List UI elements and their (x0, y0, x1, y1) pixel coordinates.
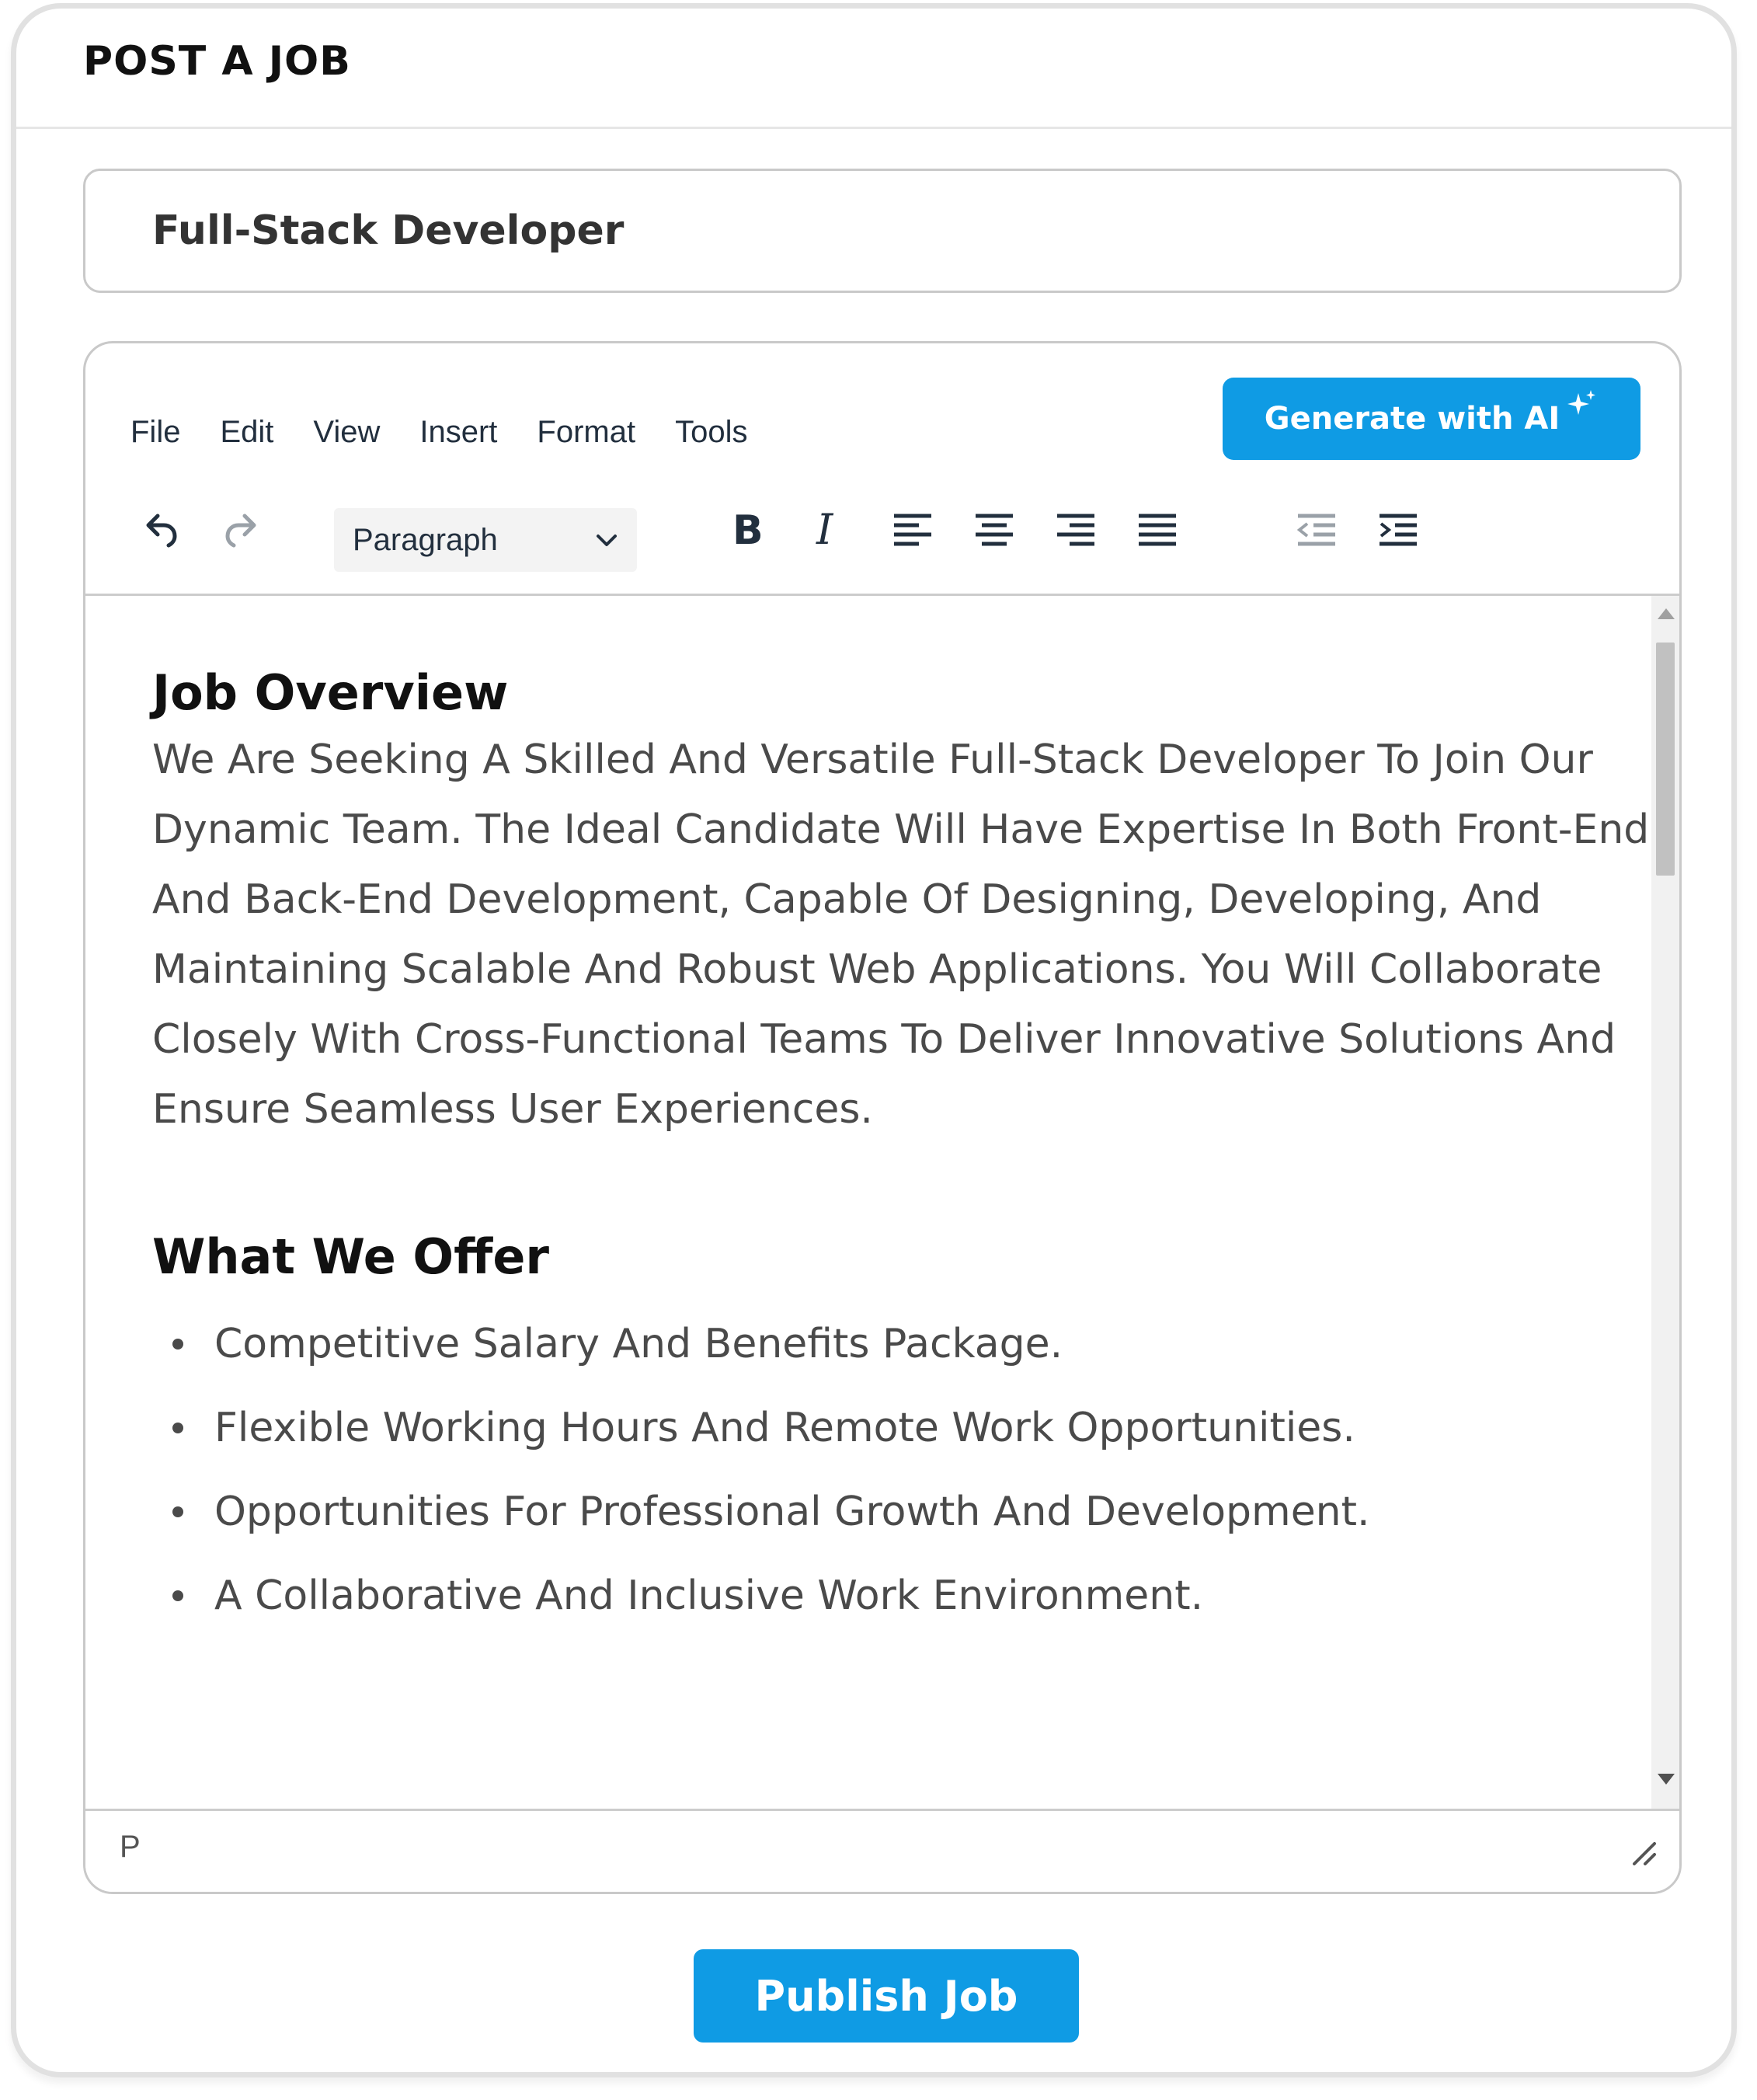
menu-edit[interactable]: Edit (220, 415, 274, 449)
outdent-icon[interactable] (1282, 491, 1352, 569)
scroll-thumb[interactable] (1656, 643, 1675, 876)
italic-icon[interactable] (794, 491, 856, 569)
offers-list (152, 1320, 1370, 1656)
menu-file[interactable]: File (130, 415, 181, 449)
indent-icon[interactable] (1363, 491, 1433, 569)
align-left-icon[interactable] (878, 491, 948, 569)
offer-text: Competitive Salary And Benefits Package. (214, 1321, 1063, 1367)
list-item (152, 1320, 1370, 1404)
svg-text:B: B (732, 507, 764, 553)
list-item (152, 1488, 1370, 1572)
heading-what-we-offer: What We Offer (152, 1228, 549, 1285)
page-title: POST A JOB (83, 38, 351, 85)
generate-with-ai-button[interactable] (1223, 378, 1640, 460)
editor-toolbar-formatting (85, 491, 1679, 569)
editor-menubar (130, 409, 788, 455)
menu-insert[interactable]: Insert (419, 415, 498, 449)
scroll-down-icon[interactable] (1658, 1774, 1675, 1785)
offer-text: Flexible Working Hours And Remote Work Opportunities. (214, 1405, 1355, 1451)
sparkle-icon (1564, 388, 1599, 430)
job-title-input[interactable] (83, 169, 1682, 293)
element-path[interactable]: P (120, 1830, 141, 1864)
editor-statusbar (85, 1809, 1679, 1892)
rich-text-editor (83, 341, 1682, 1894)
menu-view[interactable]: View (313, 415, 381, 449)
job-overview-paragraph: We Are Seeking A Skilled And Versatile Full-Stack Developer To Join Our Dynamic Team. The Ideal Candidate Will Have Expertise In Both Front-End And Back-End Development, Capable Of Designing, Developing, And Maintaining Scalable And Robust Web Applications. You Will Collaborate Closely With Cross-Functional Teams To Deliver Innovative Solutions And Ensure Seamless User Experiences. (152, 737, 1650, 1133)
heading-job-overview: Job Overview (152, 664, 509, 721)
align-right-icon[interactable] (1041, 491, 1111, 569)
resize-handle-icon[interactable] (1630, 1839, 1658, 1870)
align-center-icon[interactable] (959, 491, 1029, 569)
bullet-icon (172, 1590, 183, 1601)
editor-content[interactable] (85, 596, 1654, 1816)
list-item (152, 1572, 1370, 1656)
menu-tools[interactable]: Tools (675, 415, 748, 449)
menu-format[interactable]: Format (537, 415, 636, 449)
offer-text: Opportunities For Professional Growth And Development. (214, 1489, 1370, 1535)
generate-with-ai-label: Generate with AI (1264, 401, 1560, 437)
align-justify-icon[interactable] (1122, 491, 1192, 569)
offer-text: A Collaborative And Inclusive Work Environment. (214, 1572, 1204, 1619)
bold-icon[interactable] (715, 491, 777, 569)
svg-text:I: I (816, 507, 833, 553)
list-item (152, 1404, 1370, 1488)
bullet-icon (172, 1339, 183, 1350)
block-format-value: Paragraph (353, 522, 498, 557)
bullet-icon (172, 1506, 183, 1517)
card-header (16, 9, 1731, 129)
editor-scrollbar[interactable] (1651, 596, 1679, 1816)
publish-job-button[interactable] (694, 1949, 1079, 2043)
bullet-icon (172, 1423, 183, 1433)
scroll-up-icon[interactable] (1658, 608, 1675, 619)
post-job-card (11, 3, 1737, 2077)
publish-job-label: Publish Job (754, 1971, 1018, 2021)
